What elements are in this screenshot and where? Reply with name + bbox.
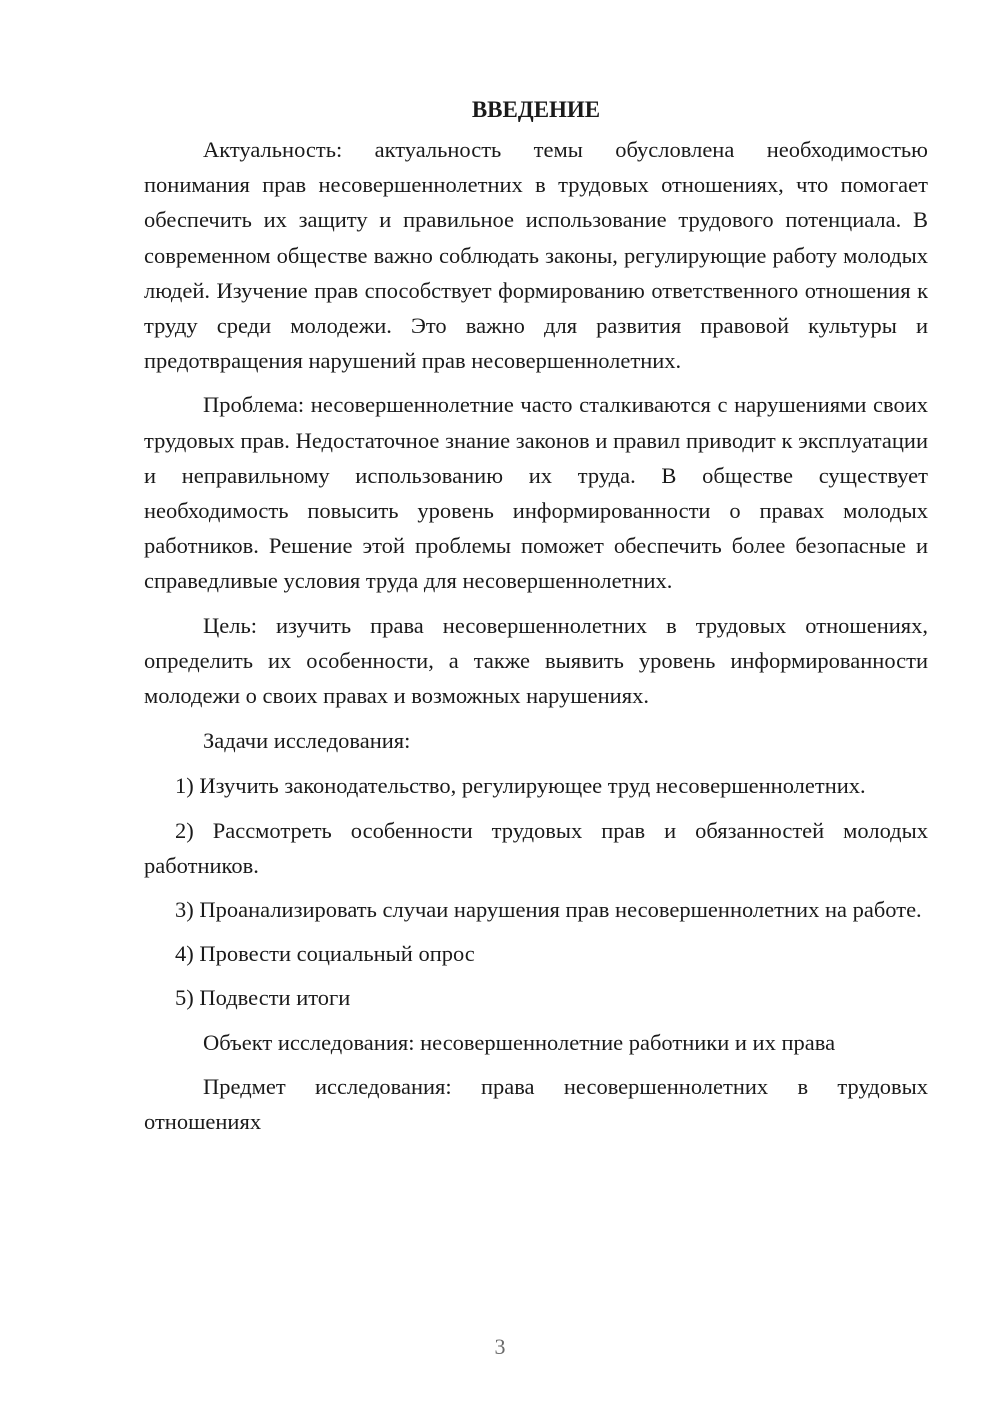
document-page [144,92,928,1332]
task-item-3: 3) Проанализировать случаи нарушения прав несовершеннолетних на работе. [175,897,922,923]
research-object-paragraph: Объект исследования: несовершеннолетние работники и их права [203,1029,836,1055]
research-subject-paragraph: Предмет исследования: права несовершеннолетних в трудовых отношениях [144,1073,928,1135]
tasks-list [144,768,928,1015]
section-title: ВВЕДЕНИЕ [471,97,601,122]
tasks-heading: Задачи исследования: [203,728,411,754]
page-number: 3 [494,1334,506,1359]
task-item-1: 1) Изучить законодательство, регулирующее труд несовершеннолетних. [175,773,866,799]
task-item-4: 4) Провести социальный опрос [175,941,475,967]
task-item-5: 5) Подвести итоги [175,985,351,1011]
relevance-paragraph: Актуальность: актуальность темы обусловлена необходимостью понимания прав несовершеннолетних в трудовых отношениях, что помогает обеспечить их защиту и правильное использование трудового потенциала. В современном обществе важно соблюдать законы, регулирующие работу молодых людей. Изучение прав способствует формированию ответственного отношения к труду среди молодежи. Это важно для развития правовой культуры и предотвращения нарушений прав несовершеннолетних. [144,137,928,374]
task-item-2: 2) Рассмотреть особенности трудовых прав и обязанностей молодых работников. [144,817,928,878]
problem-paragraph: Проблема: несовершеннолетние часто сталкиваются с нарушениями своих трудовых прав. Недостаточное знание законов и правил приводит к эксплуатации и неправильному использованию их труда. В обществе существует необходимость повысить уровень информированности о правах молодых работников. Решение этой проблемы поможет обеспечить более безопасные и справедливые условия труда для несовершеннолетних. [144,392,928,594]
goal-paragraph: Цель: изучить права несовершеннолетних в трудовых отношениях, определить их особенности, а также выявить уровень информированности молодежи о своих правах и возможных нарушениях. [144,612,928,709]
